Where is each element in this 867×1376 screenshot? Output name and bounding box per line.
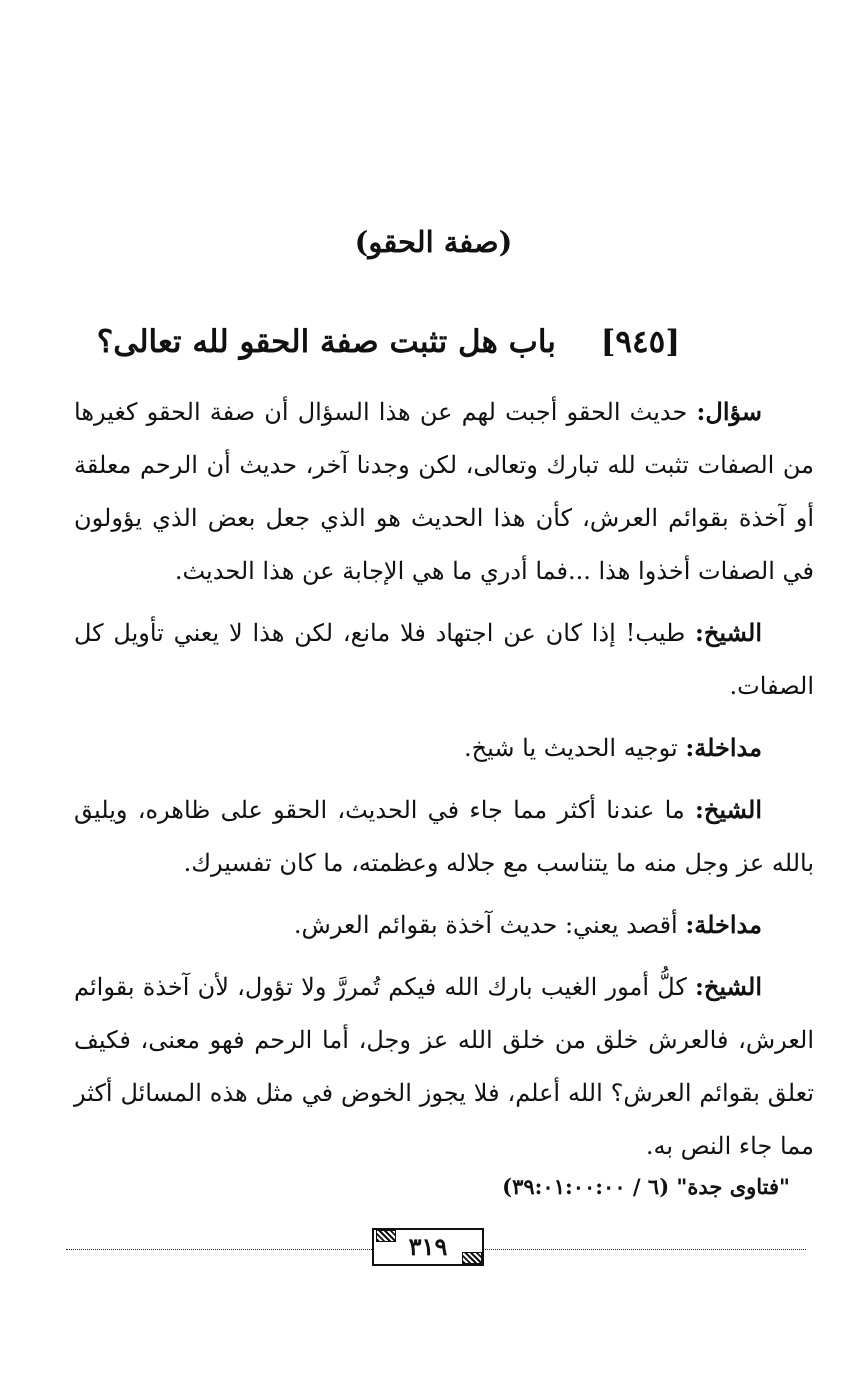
paragraph-text: حديث الحقو أجبت لهم عن هذا السؤال أن صفة الحقو كغيرها من الصفات تثبت لله تبارك وتعالى، لكن وجدنا آخر، حديث أن الرحم معلقة أو آخذة بقوائم العرش، كأن هذا الحديث هو الذي جعل بعض الذي يؤولون في الصفات أخذوا هذا ...فما أدري ما هي الإجابة عن هذا الحديث. — [74, 398, 814, 585]
chapter-title: باب هل تثبت صفة الحقو لله تعالى؟ — [96, 324, 556, 360]
speaker-label: الشيخ: — [695, 795, 763, 824]
chapter-number: [٩٤٥] — [600, 324, 680, 360]
paragraph-text: توجيه الحديث يا شيخ. — [464, 734, 686, 762]
body-text — [74, 385, 814, 1181]
page-number: ٣١٩ — [372, 1228, 484, 1266]
paragraph-text: كلُّ أمور الغيب بارك الله فيكم تُمررَّ ولا تؤول، لأن آخذة بقوائم العرش، فالعرش خلق من خلق الله عز وجل، أما الرحم فهو معنى، فكيف تعلق بقوائم العرش؟ الله أعلم، فلا يجوز الخوض في مثل هذه المسائل أكثر مما جاء النص به. — [74, 973, 814, 1160]
speaker-label: الشيخ: — [695, 618, 762, 647]
source-citation: "فتاوى جدة" (٦ / ٣٩:٠١:٠٠:٠٠) — [502, 1174, 790, 1199]
intervention-paragraph — [74, 898, 814, 952]
speaker-label: الشيخ: — [695, 972, 762, 1001]
ornament-icon — [376, 1230, 396, 1242]
answer-paragraph — [74, 783, 814, 890]
answer-paragraph — [74, 606, 814, 713]
chapter-heading — [96, 320, 680, 364]
paragraph-text: أقصد يعني: حديث آخذة بقوائم العرش. — [293, 911, 686, 939]
ornament-icon — [462, 1252, 482, 1264]
answer-paragraph — [74, 960, 814, 1173]
speaker-label: مداخلة: — [685, 910, 762, 939]
speaker-label: سؤال: — [696, 397, 762, 426]
paragraph-text: ما عندنا أكثر مما جاء في الحديث، الحقو على ظاهره، ويليق بالله عز وجل منه ما يتناسب مع جلاله وعظمته، ما كان تفسيرك. — [74, 796, 814, 877]
intervention-paragraph — [74, 721, 814, 775]
speaker-label: مداخلة: — [685, 733, 762, 762]
question-paragraph — [74, 385, 814, 598]
section-title: (صفة الحقو) — [354, 225, 513, 259]
paragraph-text: طيب! إذا كان عن اجتهاد فلا مانع، لكن هذا لا يعني تأويل كل الصفات. — [74, 619, 814, 700]
